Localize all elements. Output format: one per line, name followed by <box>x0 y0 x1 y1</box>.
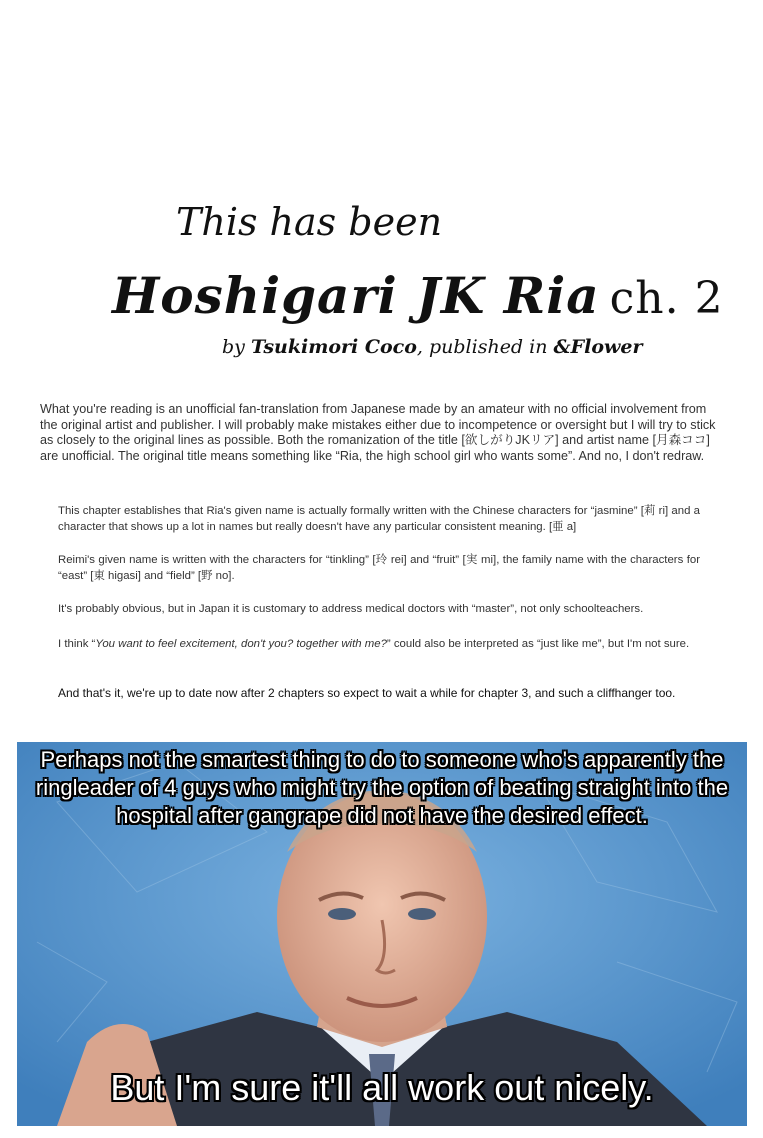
byline-published: , published in <box>416 336 548 358</box>
translation-note: This chapter establishes that Ria's given name is actually formally written with the Chinese characters for “jasmine” [莉 ri] and a character that shows up a lot in names but really doesn't have any particular consistent meaning. [亜 a] <box>58 505 700 533</box>
translation-note: Reimi's given name is written with the characters for “tinkling” [玲 rei] and “fruit” [実 mi], the family name with the characters for “east” [東 higasi] and “field” [野 no]. <box>58 554 700 582</box>
author-name: Tsukimori Coco <box>250 336 417 358</box>
credits-intro: This has been <box>176 200 443 244</box>
translation-disclaimer: What you're reading is an unofficial fan-translation from Japanese made by an amateur with no official involvement from the original artist and publisher. I will probably make mistakes either due to incompetence or oversight but I will try to stick as closely to the original lines as possible. Both the romanization of the title [欲しがりJKリア] and artist name [月森ココ] are unofficial. The original title means something like “Ria, the high school girl who wants some”. And no, I don't redraw. <box>40 402 716 463</box>
translation-note <box>58 637 700 653</box>
manga-title <box>112 266 724 325</box>
magazine-name: &Flower <box>553 336 643 358</box>
translation-note: It's probably obvious, but in Japan it is customary to address medical doctors with “master”, not only schoolteachers. <box>58 603 644 615</box>
meme-top-caption: Perhaps not the smartest thing to do to someone who's apparently the ringleader of 4 guys who might try the option of beating straight into the hospital after gangrape did not have the desired effect. <box>35 747 729 828</box>
note-prefix: I think “ <box>58 638 96 650</box>
note-suffix: ” could also be interpreted as “just like me”, but I'm not sure. <box>386 638 690 650</box>
meme-bottom-caption: But I'm sure it'll all work out nicely. <box>110 1067 654 1108</box>
meme-image <box>17 742 747 1126</box>
byline-by: by <box>222 336 245 358</box>
note-quote: You want to feel excitement, don't you? together with me? <box>95 638 387 650</box>
byline <box>222 336 643 358</box>
manga-title-text: Hoshigari JK Ria <box>112 266 600 325</box>
chapter-label: ch. 2 <box>609 273 724 324</box>
closing-note: And that's it, we're up to date now after 2 chapters so expect to wait a while for chapter 3, and such a cliffhanger too. <box>58 686 676 700</box>
